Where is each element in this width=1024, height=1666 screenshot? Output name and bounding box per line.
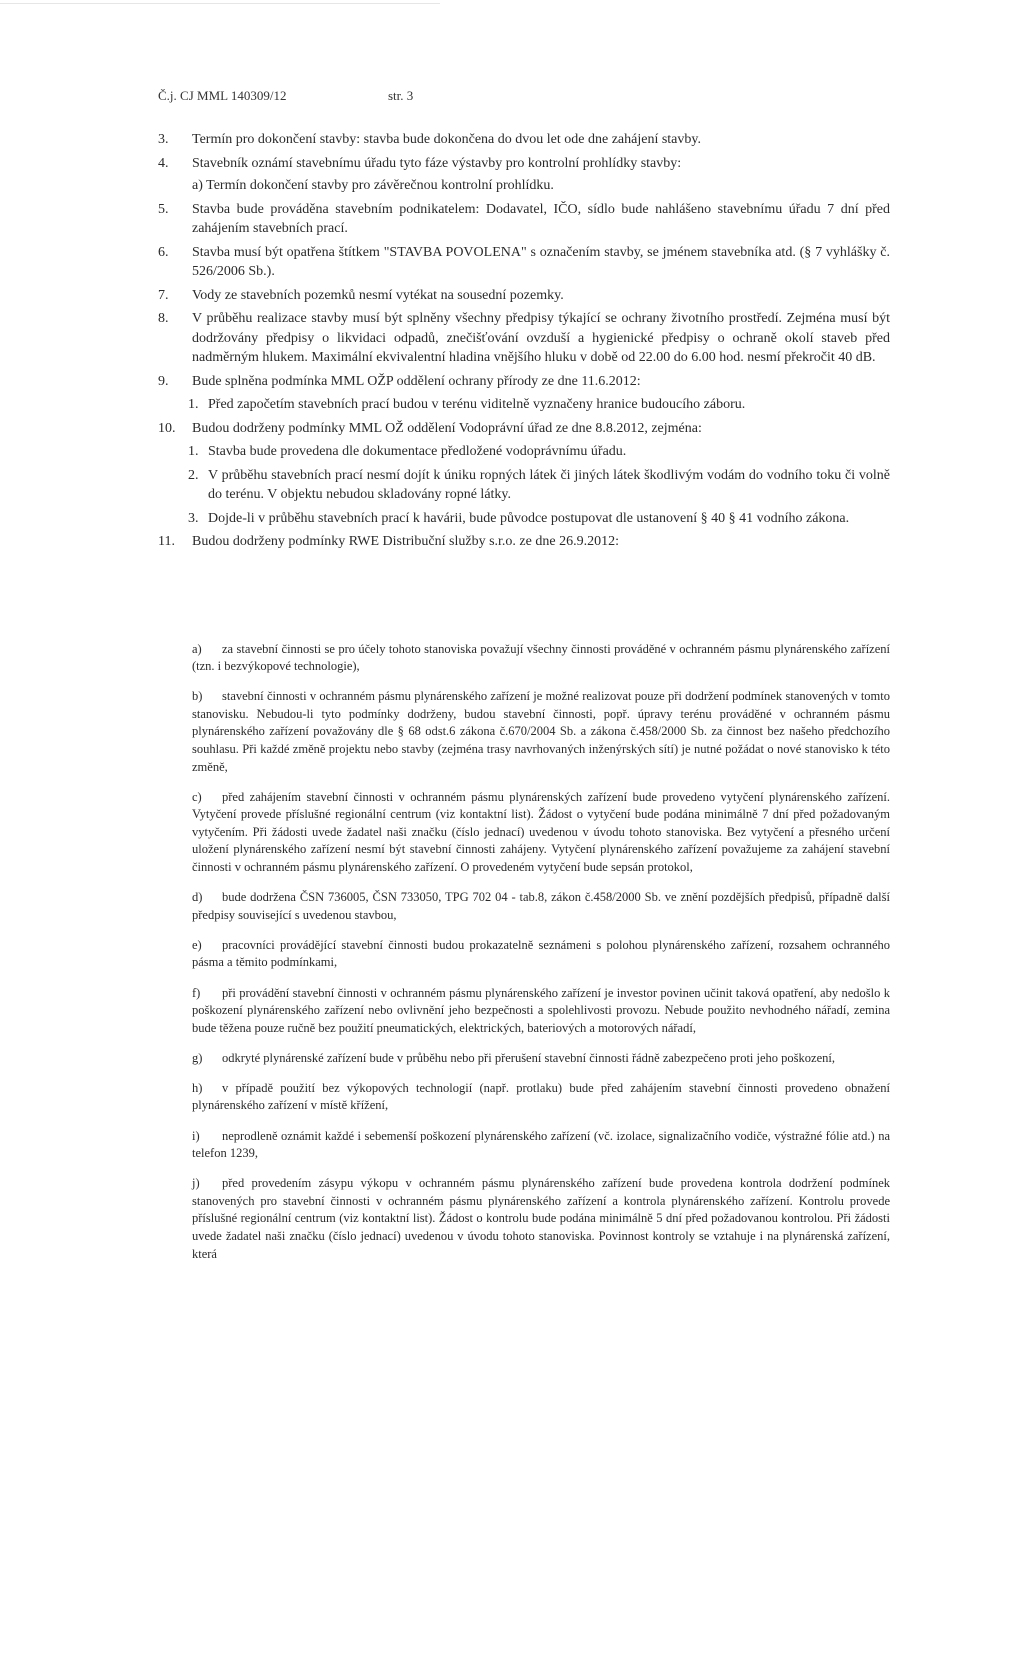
item-number: 10.	[158, 420, 176, 436]
sub-list-item	[158, 509, 890, 529]
list-item	[158, 372, 890, 392]
item-number: 4.	[158, 155, 169, 171]
condition-paragraph	[192, 1050, 890, 1068]
sub-item-number: 2.	[188, 467, 199, 483]
item-number: 5.	[158, 201, 169, 217]
conditions-list	[158, 130, 890, 556]
condition-paragraph	[192, 985, 890, 1038]
condition-letter: g)	[192, 1050, 203, 1065]
condition-text: před provedením zásypu výkopu v ochranném pásmu plynárenského zařízení bude provedena kontrola dodržení podmínek stanovených pro stavební činnosti v ochranném pásmu plynárenského zařízení a kontrola plynárenského zařízení. Kontrolu provede příslušné regionální centrum (viz kontaktní list). Žádost o kontrolu bude podána minimálně 5 dní před požadovanou kontrolou. Při žádosti uvede žadatel naši značku (číslo jednací) uvedenou v úvodu tohoto stanoviska. Povinnost kontroly se vztahuje i na plynárenská zařízení, která	[192, 1176, 890, 1261]
condition-text: za stavební činnosti se pro účely tohoto stanoviska považují všechny činnosti prováděné v ochranném pásmu plynárenského zařízení (tzn. i bezvýkopové technologie),	[192, 641, 890, 674]
sub-list-item	[158, 442, 890, 462]
item-text: Budou dodrženy podmínky RWE Distribuční služby s.r.o. ze dne 26.9.2012:	[192, 534, 619, 549]
list-item	[158, 130, 890, 150]
condition-paragraph	[192, 937, 890, 972]
item-text: Termín pro dokončení stavby: stavba bude dokončena do dvou let ode dne zahájení stavby.	[192, 132, 701, 147]
condition-paragraph	[192, 688, 890, 776]
sub-list-item	[158, 466, 890, 505]
list-item	[158, 419, 890, 439]
page-number: str. 3	[388, 88, 414, 103]
reference-number: Č.j. CJ MML 140309/12	[158, 88, 287, 103]
rwe-conditions	[192, 628, 890, 1270]
condition-letter: d)	[192, 890, 203, 905]
item-text: Stavba bude prováděna stavebním podnikatelem: Dodavatel, IČO, sídlo bude nahlášeno stavebnímu úřadu 7 dní před zahájením stavebních prací.	[192, 201, 890, 236]
condition-text: pracovníci provádějící stavební činnosti budou prokazatelně seznámeni s polohou plynárenského zařízení, rozsahem ochranného pásma a těmito podmínkami,	[192, 937, 890, 970]
item-subtext: a) Termín dokončení stavby pro závěrečnou kontrolní prohlídku.	[192, 178, 554, 193]
item-number: 9.	[158, 373, 169, 389]
item-text: Stavba musí být opatřena štítkem "STAVBA POVOLENA" s označením stavby, se jménem stavebníka atd. (§ 7 vyhlášky č. 526/2006 Sb.).	[192, 244, 890, 279]
condition-letter: i)	[192, 1128, 200, 1143]
condition-letter: h)	[192, 1080, 203, 1095]
sub-item-number: 1.	[188, 444, 199, 459]
condition-paragraph	[192, 889, 890, 924]
condition-paragraph	[192, 1175, 890, 1263]
item-text: Bude splněna podmínka MML OŽP oddělení ochrany přírody ze dne 11.6.2012:	[192, 373, 641, 389]
sub-item-number: 3.	[188, 510, 199, 526]
item-number: 7.	[158, 287, 169, 303]
condition-paragraph	[192, 1128, 890, 1163]
condition-text: před zahájením stavební činnosti v ochranném pásmu plynárenských zařízení bude provedeno vytyčení plynárenského zařízení. Vytyčení provede příslušné regionální centrum (viz kontaktní list). Žádost o vytyčení bude podána minimálně 7 dní před požadovaným vytyčením. Při žádosti uvede žadatel naši značku (číslo jednací) uvedenou v úvodu tohoto stanoviska. Bez vytyčení a přesného určení uložení plynárenského zařízení nesmí být stavební činnosti zahájeny. Vytyčení plynárenského zařízení považujeme za zahájení stavební činnosti v ochranném pásmu plynárenského zařízení. O provedeném vytyčení bude sepsán protokol,	[192, 789, 890, 875]
sub-item-text: Před započetím stavebních prací budou v terénu viditelně vyznačeny hranice budoucího záboru.	[208, 397, 746, 412]
list-item	[158, 200, 890, 239]
sub-item-text: Dojde-li v průběhu stavebních prací k havárii, bude původce postupovat dle ustanovení § 40 § 41 vodního zákona.	[208, 510, 850, 526]
sub-item-text: Stavba bude provedena dle dokumentace předložené vodoprávnímu úřadu.	[208, 444, 627, 459]
condition-text: při provádění stavební činnosti v ochranném pásmu plynárenského zařízení je investor povinen učinit taková opatření, aby nedošlo k poškození plynárenského zařízení nebo ovlivnění jeho bezpečnosti a spolehlivosti provozu. Nebude použito nevhodného nářadí, zemina bude těžena pouze ručně bez použití pneumatických, elektrických, bateriových a motorových nářadí,	[192, 985, 890, 1035]
item-text: Vody ze stavebních pozemků nesmí vytékat na sousední pozemky.	[192, 287, 564, 303]
condition-text: v případě použití bez výkopových technologií (např. protlaku) bude před zahájením stavební činnosti provedeno obnažení plynárenského zařízení v místě křížení,	[192, 1080, 890, 1113]
list-item	[158, 243, 890, 282]
condition-text: neprodleně oznámit každé i sebemenší poškození plynárenského zařízení (vč. izolace, signalizačního vodiče, výstražné fólie atd.) na telefon 1239,	[192, 1128, 890, 1161]
condition-text: stavební činnosti v ochranném pásmu plynárenského zařízení je možné realizovat pouze při dodržení podmínek stanovených v tomto stanovisku. Nebudou-li tyto podmínky dodrženy, budou stavební činnosti, popř. úpravy terénu prováděné v ochranném pásmu plynárenského zařízení považovány dle § 68 odst.6 zákona č.670/2004 Sb. a zákona č.458/2000 Sb. za činnost bez našeho předchozího souhlasu. Při každé změně projektu nebo stavby (zejména trasy navrhovaných inženýrských sítí) je nutné požádat o nové stanovisko k této změně,	[192, 689, 890, 774]
sub-item-number: 1.	[188, 397, 199, 412]
page-header	[158, 88, 414, 104]
item-number: 3.	[158, 132, 169, 147]
condition-letter: j)	[192, 1176, 200, 1191]
list-item	[158, 532, 890, 552]
item-text: Stavebník oznámí stavebnímu úřadu tyto fáze výstavby pro kontrolní prohlídky stavby:	[192, 155, 682, 171]
scan-edge-line	[0, 3, 440, 4]
condition-letter: e)	[192, 937, 202, 952]
condition-text: bude dodržena ČSN 736005, ČSN 733050, TPG 702 04 - tab.8, zákon č.458/2000 Sb. ve znění pozdějších předpisů, případně další předpisy související s uvedenou stavbou,	[192, 890, 890, 922]
condition-paragraph	[192, 641, 890, 676]
item-number: 8.	[158, 311, 169, 326]
item-text: V průběhu realizace stavby musí být splněny všechny předpisy týkající se ochrany životního prostředí. Zejména musí být dodržovány předpisy o likvidaci odpadů, znečišťování ovzduší a hygienické předpisy o ochraně okolí staveb před nadměrným hlukem. Maximální ekvivalentní hladina vnějšího hluku v době od 22.00 do 6.00 hod. nesmí překročit 40 dB.	[192, 311, 890, 365]
condition-paragraph	[192, 789, 890, 877]
list-item	[158, 309, 890, 368]
condition-text: odkryté plynárenské zařízení bude v průběhu nebo při přerušení stavební činnosti řádně zabezpečeno proti jeho poškození,	[222, 1050, 835, 1065]
condition-letter: c)	[192, 789, 202, 804]
list-item	[158, 154, 890, 196]
sub-item-text: V průběhu stavebních prací nesmí dojít k úniku ropných látek či jiných látek škodlivým vodám do vodního toku či volně do terénu. V objektu nebudou skladovány ropné látky.	[208, 467, 890, 502]
item-text: Budou dodrženy podmínky MML OŽ oddělení Vodoprávní úřad ze dne 8.8.2012, zejména:	[192, 420, 702, 436]
item-number: 11.	[158, 534, 175, 549]
condition-paragraph	[192, 1080, 890, 1115]
condition-letter: b)	[192, 689, 203, 704]
condition-letter: f)	[192, 985, 201, 1000]
sub-list-item	[158, 395, 890, 415]
condition-letter: a)	[192, 641, 202, 656]
list-item	[158, 286, 890, 306]
item-number: 6.	[158, 244, 169, 260]
